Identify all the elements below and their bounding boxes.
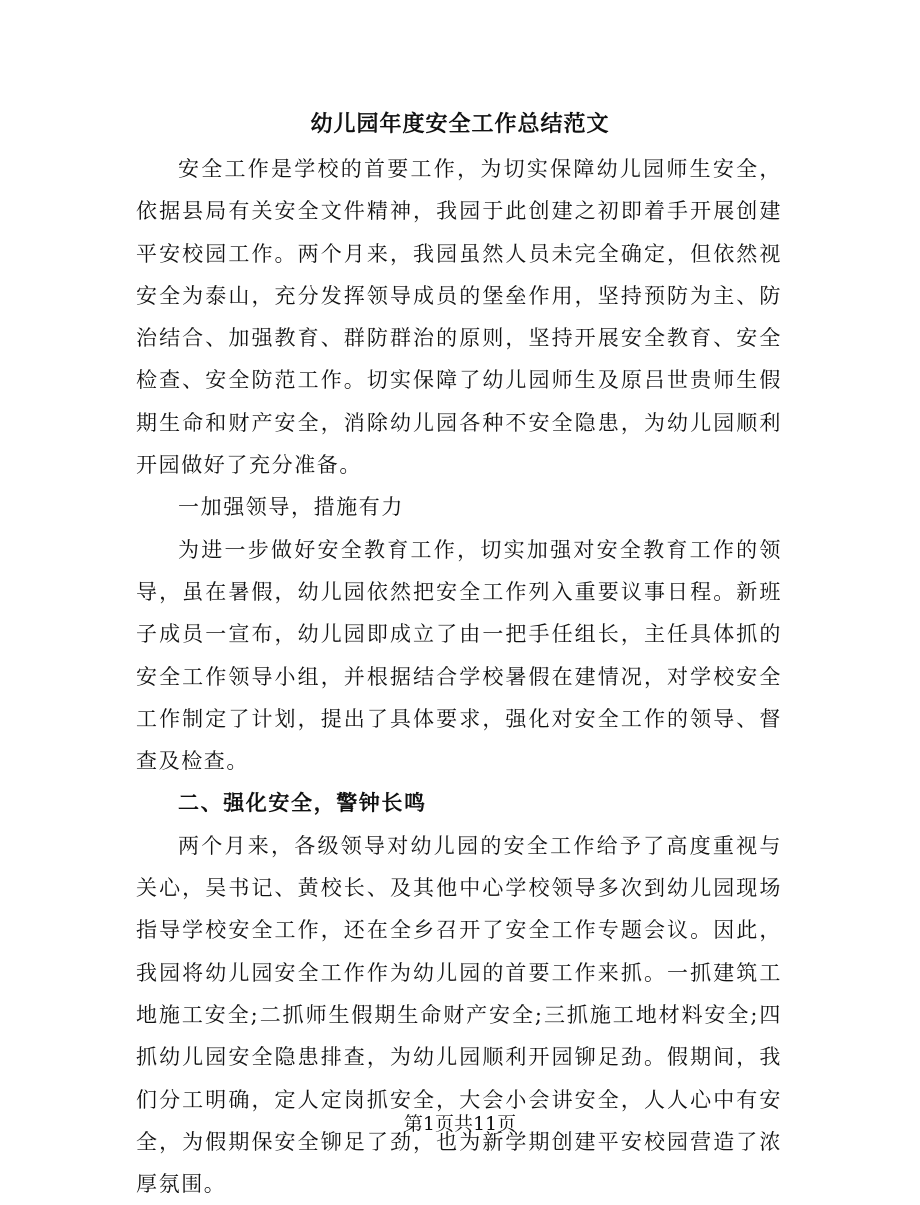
section-heading-2: 二、强化安全，警钟长鸣 <box>178 790 427 816</box>
section-heading-1: 一加强领导，措施有力 <box>178 495 404 520</box>
page-number-footer: 第1页共11页 <box>403 1113 517 1135</box>
intro-paragraph: 安全工作是学校的首要工作，为切实保障幼儿园师生安全，依据县局有关安全文件精神，我园于此创建之初即着手开展创建平安校园工作。两个月来，我园虽然人员未完全确定，但依然视安全为泰山，充分发挥领导成员的堡垒作用，坚持预防为主、防治结合、加强教育、群防群治的原则，坚持开展安全教育、安全检查、安全防范工作。切实保障了幼儿园师生及原吕世贵师生假期生命和财产安全，消除幼儿园各种不安全隐患，为幼儿园顺利开园做好了充分准备。 <box>136 157 782 478</box>
document-title: 幼儿园年度安全工作总结范文 <box>310 111 610 137</box>
document-body <box>136 148 782 1205</box>
section-2-paragraph: 两个月来，各级领导对幼儿园的安全工作给予了高度重视与关心，吴书记、黄校长、及其他中心学校领导多次到幼儿园现场指导学校安全工作，还在全乡召开了安全工作专题会议。因此，我园将幼儿园安全工作作为幼儿园的首要工作来抓。一抓建筑工地施工安全;二抓师生假期生命财产安全;三抓施工地材料安全;四抓幼儿园安全隐患排查，为幼儿园顺利开园铆足劲。假期间，我们分工明确，定人定岗抓安全，大会小会讲安全，人人心中有安全，为假期保安全铆足了劲，也为新学期创建平安校园营造了浓厚氛围。 <box>136 833 782 1197</box>
section-1-paragraph: 为进一步做好安全教育工作，切实加强对安全教育工作的领导，虽在暑假，幼儿园依然把安全工作列入重要议事日程。新班子成员一宣布，幼儿园即成立了由一把手任组长，主任具体抓的安全工作领导小组，并根据结合学校暑假在建情况，对学校安全工作制定了计划，提出了具体要求，强化对安全工作的领导、督查及检查。 <box>136 537 782 774</box>
